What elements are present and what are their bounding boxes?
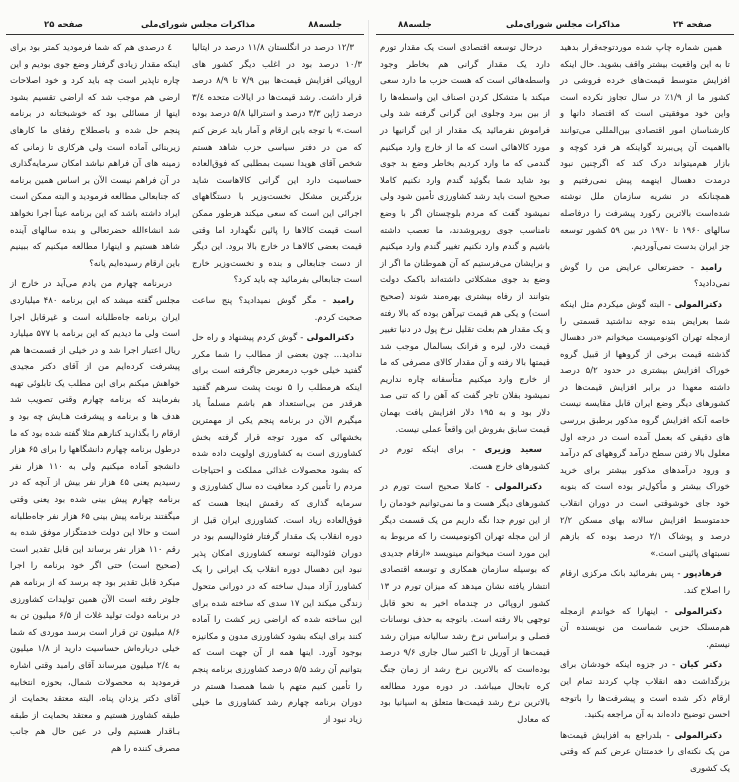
paragraph-text: دربرنامه چهارم من یادم می‌آید در خارج از مجلس گفته میشد که این برنامه ۴۸۰ میلیاردی ایران برنامه جاه‌طلبانه است و غیرقابل اجرا است ولی ما دیدیم که این برنامه با ۵۷۷ میلیارد ریال اعتبار اجرا شد و در خیلی از قسمت‌ها هم پیشرفت کرده‌ایم من از آقای دکتر مجیدی خواهش میکنم برای این مطلب یک تابلوئی تهیه بفرمایند که برنامه چهارم وقتی تصویب شد هدف ها و برنامه و پیشرفت هـایش چه بود و ارقام را بگذارید کنارهم مثلا گفته شده بود که ما درطول برنامه چهارم دانشگاهها را برای ۶۵ هزار دانشجو آماده میکنیم ولی به ۱۱۰ هزار نفر رسیدیم یعنی ٤۵ هزار نفر بیش از آنچه که در برنامه چهارم پیش بینی شده بود یعنی وقتی میگفتند برنامه پیش بینی ۶۵ هزار نفر جاه‌طلبانه است و حالا این دولت خدمتگزار موفق شده به رقم ۱۱۰ هزار نفر برساند این قابل تقدیر است (صحیح است) حتی اگر خود برنامه را اجرا میکرد قابل تقدیر بود چه برسد که از برنامه هم جلوتر رفته است الآن همین تولیدات کشاورزی در برنامه دولت تولید غلات از ۶/۵ میلیون تن به ۸/۶ میلیون تن قرار است برسد موردی که شما خیلی درباره‌اش حساسیت دارید از ۱/۸ میلیون به ۲/٤ میلیون میرساند آقای رامبد وقتی اشاره فرمودید به محصولات شمال، بحوزه انتخابیه آقای دکتر یزدان پناه، البته معتقد بحمایت از طبقه کشاورز هستیم و معتقد بحمایت از طبقه بـاقدار هستیم ولی در عین حال هم جانب مصرف کننده را هم bbox=[10, 279, 180, 754]
paragraph-text: - البته گوش میکردم مثل اینکه شما بعرایض بنده توجه نداشتید قسمتی را ازمجله تهران اکونومیست میخوانم «در دهسال گذشته قیمت برخی از گروهها از قبیل گروه خوراک افزایش بیشتری در حدود ۵/۲ درصد داشته معهذا در برابر افزایش قیمت‌ها در کشورهای دیگر وضع ایران قابل مقایسه نیست خاصه آنکه افزایش گروه مذکور برطبق بررسی های دقیقی که بعمل آمده است در درجه اول معلول بالا رفتن سطح درآمد گروههای کم درآمد و ورود درآمدهای مذکور بیشتر برای خرید خوراک بیشتر و مأکول‌تر بوده است که بنوبه خود جای خوشوقتی است در دوران انقلاب حدمتوسط افزایش سالانه بهای مسکن ۲/۲ درصد و پوشاک ۲/۱ درصد بوده که بازهم نسبتهای پائینی است.» bbox=[560, 299, 730, 559]
paragraph bbox=[192, 293, 362, 326]
paragraph-text: - حضرتعالی عرایض من را گوش نمی‌دادید؟ bbox=[560, 262, 730, 290]
running-title: مذاکرات مجلس شورای‌ملی bbox=[141, 20, 256, 30]
paragraph-text: - بلدراجع به افزایش قیمت‌ها من یک نکته‌ای را خدمتتان عرض کنم که وقتی یک کشوری bbox=[560, 730, 730, 774]
page-gutter bbox=[368, 20, 369, 600]
paragraph-text: - مگر گوش نمیدادید؟ پنج ساعت صحبت کردم. bbox=[192, 295, 362, 323]
paragraph bbox=[560, 728, 730, 778]
paragraph-text: - در جزوه اینکه خودشان برای بزرگداشت دهه انقلاب چاپ کردند تمام این ارقام ذکر شده است و پیشرفت‌ها را باتوجه احسن توضیح داده‌اند به آن مراجعه بکنید. bbox=[560, 660, 730, 721]
paragraph bbox=[560, 604, 730, 654]
paragraph bbox=[560, 297, 730, 563]
page-24-column-right bbox=[560, 40, 730, 782]
paragraph-text: - برای اینکه تورم در کشورهای خارج هست. bbox=[380, 445, 550, 472]
page-25-column-right bbox=[192, 40, 362, 732]
page-25-column-left bbox=[10, 40, 180, 762]
paragraph-text: ٤ درصدی هم که شما فرمودید کمتر بود برای اینکه مقدار زیادی گرفتار وضع جوی بودیم و این چاره ناپذیر است چه باید کرد و خود اصلاحات ارضی هم موجب شد که اراضی تقسیم بشود اینها از مسائلی بود که خوشبختانه در برنامه پنجم حل شده و باصطلاح رفقای ما کارهای زیربنائی آماده است ولی هرکاری تا زمانی که زمینه های آن فراهم نباشد امکان سرمایه‌گذاری در آن فراهم نیست الآن بر اساس همین برنامه که جنابعالی مطالعه فرمودید و البته ممکن است ایراد داشته باشد که این برنامه عیناً اجرا نخواهد شد انشاءالله حضرتعالی و بنده سالهای آینده شاهد هستیم و اینهارا مطالعه میکنیم که ببینیم باین ارقام رسیده‌ایم یانه؟ bbox=[10, 43, 180, 269]
paragraph bbox=[560, 260, 730, 293]
paragraph-text: - کاملا صحیح است تورم در کشورهای دیگر هست و ما نمی‌توانیم خودمان را از این تورم جدا نگه داریم من یک قسمت دیگر از این مجله تهران اکونومیست را که مربوط به این مورد است میخوانم مینویسد «ارقام جدیدی که بوسیله سازمان همکاری و توسعه اقتصادی انتشار یافته نشان میدهد که میزان تورم در ۱۳ کشور اروپائی در چندماه اخیر به نحو قابل توجهی بالا رفته است. باتوجه به حذف نوسانات فصلی و براساس نرخ رشد سالیانه میزان رشد قیمت‌ها از آوریل تا اکتبر سال جاری ۹/۶ درصد بوده‌است که بالاترین نرخ رشد از زمان جنگ کره تابحال میباشد. در دوره مورد مطالعه بالاترین نرخ رشد قیمت‌ها متعلق به اسپانیا بود که معادل bbox=[380, 482, 550, 725]
speaker-name: فرهادپور bbox=[683, 569, 722, 580]
paragraph bbox=[560, 657, 730, 723]
paragraph bbox=[10, 40, 180, 272]
page-number: صفحه ۲۴ bbox=[673, 20, 712, 30]
page-24-column-left bbox=[380, 40, 550, 732]
speaker-name: دکترالمولی bbox=[674, 299, 722, 310]
paragraph-text: - گوش کردم پیشنهاد و راه حل ندادید... چون بعضی از مطالب را شما مکرر گفتید خیلی خوب درمعرض جاگرفته است برای اینکه هرمطلب را ۵ نوبت پشت سرهم گفتید هرقدر من بی‌استعداد هم باشم مسلماً یاد میگیرم الآن در برنامه پنجم یکی از مهمترین بخشهائی که مورد توجه قرار گرفته بخش کشاورزی است به کشاورزی اولویت داده شده که بشود محصولات غذائی مملکت و احتیاجات مردم را تأمین کرد معافیت ده سال کشاورزی و سرمایه گذاری که رقمش اینجا هست که فوق‌العاده زیاد است. کشاورزی ایران قبل از دوره انقلاب یک مقدار گرفتار فئودالیسم بود در دوران فئودالیته توسعه کشاورزی امکان پذیر نبود این دهسال دوره انقلاب یک ایرانی را یک کشاورز آزاد مبدل ساخته که در دورانی متحول زندگی میکند این ۱۷ سدی که ساخته شده برای این ساخته شده که اراضی زیر کشت را آماده کنند برای اینکه بشود کشاورزی مدون و مکانیزه بوجود آورد. اینها همه از آن جهت است که بتوانیم آن رشد ۵/۵ درصد کشاورزی برنامه پنجم را تأمین کنیم متهم با شما همصدا هستم در دوران برنامه چهارم رشد کشاورزی ما خیلی زیاد نبود از bbox=[192, 333, 362, 725]
speaker-name: دکتر کیان bbox=[679, 660, 722, 671]
paragraph bbox=[380, 442, 550, 475]
paragraph bbox=[380, 479, 550, 728]
speaker-name: رامبد bbox=[332, 295, 354, 306]
paragraph-text: درحال توسعه اقتصادی است یک مقدار تورم دارد یک مقدار گرانی هم بخاطر وجود واسطه‌هائی است که هست حزب ما دارد سعی میکند با متشکل کردن اصناف این واسطه‌ها را از بین ببرد وجلوی این گرانی گرفته شد ولی فراموش نفرمائید یک مقدار از این گرانیها در مورد کالاهائی است که ما از خارج وارد میکنیم گندمی که ما وارد کردیم بخاطر وضع بد جوی بود شاید شما بگوئید گندم وارد نکنیم کاملا صحیح است باید رشد کشاورزی تأمین شود ولی نمیشود گفت که مردم بلوچستان اگر با وضع نامناسب جوی روبروشدند، ما تعصب داشته باشیم و گندم وارد نکنیم تغییر گندم وارد میکنیم و برایشان می‌فرستیم که آن هموطنان ما اگر از وضع بد جوی مشکلاتی داشته‌اند باکمک دولت بتوانند از رفاه بیشتری بهره‌مند شوند (صحیح است) و یکی هم قیمت تیرآهن بوده که بالا رفته و یک مقدار هم بعلت تقلیل نرخ پول در دنیا تغییر قیمت دلار، لیره و فرانک بسالمال موجب شد قیمتها بالا رفته و آن مقدار کالای مصرفی که ما از خارج وارد میکنیم متأسفانه چاره نداریم نمیشود بفلان تاجر گفت که آهن را که تنی صد دلار بود و به ۱۹۵ دلار افزایش یافت بهمان قیمت سابق بفروش این واقعاً عملی نیست. bbox=[380, 43, 550, 435]
speaker-name: دکترالمولی bbox=[674, 606, 722, 617]
paragraph-text: ۱۲/۳ درصد در انگلستان ۱۱/۸ درصد در ایتالیا ۱۰/۳ درصد بود در اغلب دیگر کشور های اروپائی افزایش قیمت‌ها بین ۷/۹ تا ۸/۹ درصد قرار داشت. رشد قیمت‌ها در ایالات متحده ۳/٤ درصد ژاپن ۳/۳ درصد و استرالیا ۵/۸ درصد بوده است.» با توجه باین ارقام و آمار باید عرض کنم که من در دفتر سیاسی حزب شاهد هستم شخص آقای هویدا نسبت بمطلبی که فوق‌العاده حساسیت دارد این گرانی کالاهاست شاید بزرگترین مشکل نخست‌وزیر با دستگاههای اجرائی این است که سعی میکند هرطور ممکن است قیمت کالاها را پائین نگهدارد اما وقتی قیمت بعضی کالاهـا در خارج بالا برود. این دیگر از دست جنابعالی و بنده و نخست‌وزیر خارج است جنابعالی بفرمائید چه باید کرد؟ bbox=[192, 43, 362, 286]
paragraph-text: - پس بفرمائید بانک مرکزی ارقام را اصلاح کند. bbox=[560, 569, 730, 596]
paragraph bbox=[192, 40, 362, 289]
paragraph bbox=[192, 330, 362, 728]
page-number: صفحه ۲۵ bbox=[44, 20, 83, 30]
speaker-name: رامبد bbox=[700, 262, 722, 273]
paragraph bbox=[560, 40, 730, 256]
paragraph-text: همین شماره چاپ شده موردتوجه‌قرار بدهید تا به این واقعیت بیشتر واقف بشوید. حال اینکه افزایش متوسط قیمت‌های خرده فروشی در کشور ما از ۱/۹٪ در سال تجاوز نکرده است واین خود موفقیتی است که اقتصاد دانها و کارشناسان امور اقتصادی بین‌المللی می‌توانند بااهمیت آن پی‌ببرند گواینکه هر فرد کوچه و بازار هم‌میتواند درک کند که اگرچنین نبود درمدت دهسال اینهمه پیش نمی‌رفتیم و همچنانکه در نشریه سازمان ملل نوشته شده‌است بالاترین رکورد پیشرفت را درفاصله سالهای ۱۹۶۰ تا ۱۹۷۰ در بین ۵۹ کشور توسعه جز ایران بدست نمی‌آوردیم. bbox=[560, 43, 730, 253]
paragraph bbox=[380, 40, 550, 438]
page-24-header bbox=[376, 20, 734, 35]
paragraph bbox=[10, 276, 180, 757]
speaker-name: سعید وزیری bbox=[484, 445, 542, 456]
running-title: مذاکرات مجلس شورای‌ملی bbox=[506, 20, 621, 30]
speaker-name: دکترالمولی bbox=[306, 333, 354, 344]
paragraph-text: - اینهارا که خواندم ازمجله هم‌مسلک حزبی شماست من نویسنده آن نیستم. bbox=[560, 606, 730, 650]
session-number: جلسه۸۸ bbox=[398, 20, 432, 30]
page-25-header bbox=[6, 20, 364, 35]
paragraph bbox=[560, 566, 730, 599]
speaker-name: دکترالمولی bbox=[674, 730, 722, 741]
speaker-name: دکترالمولی bbox=[494, 482, 542, 493]
session-number: جلسه۸۸ bbox=[308, 20, 342, 30]
